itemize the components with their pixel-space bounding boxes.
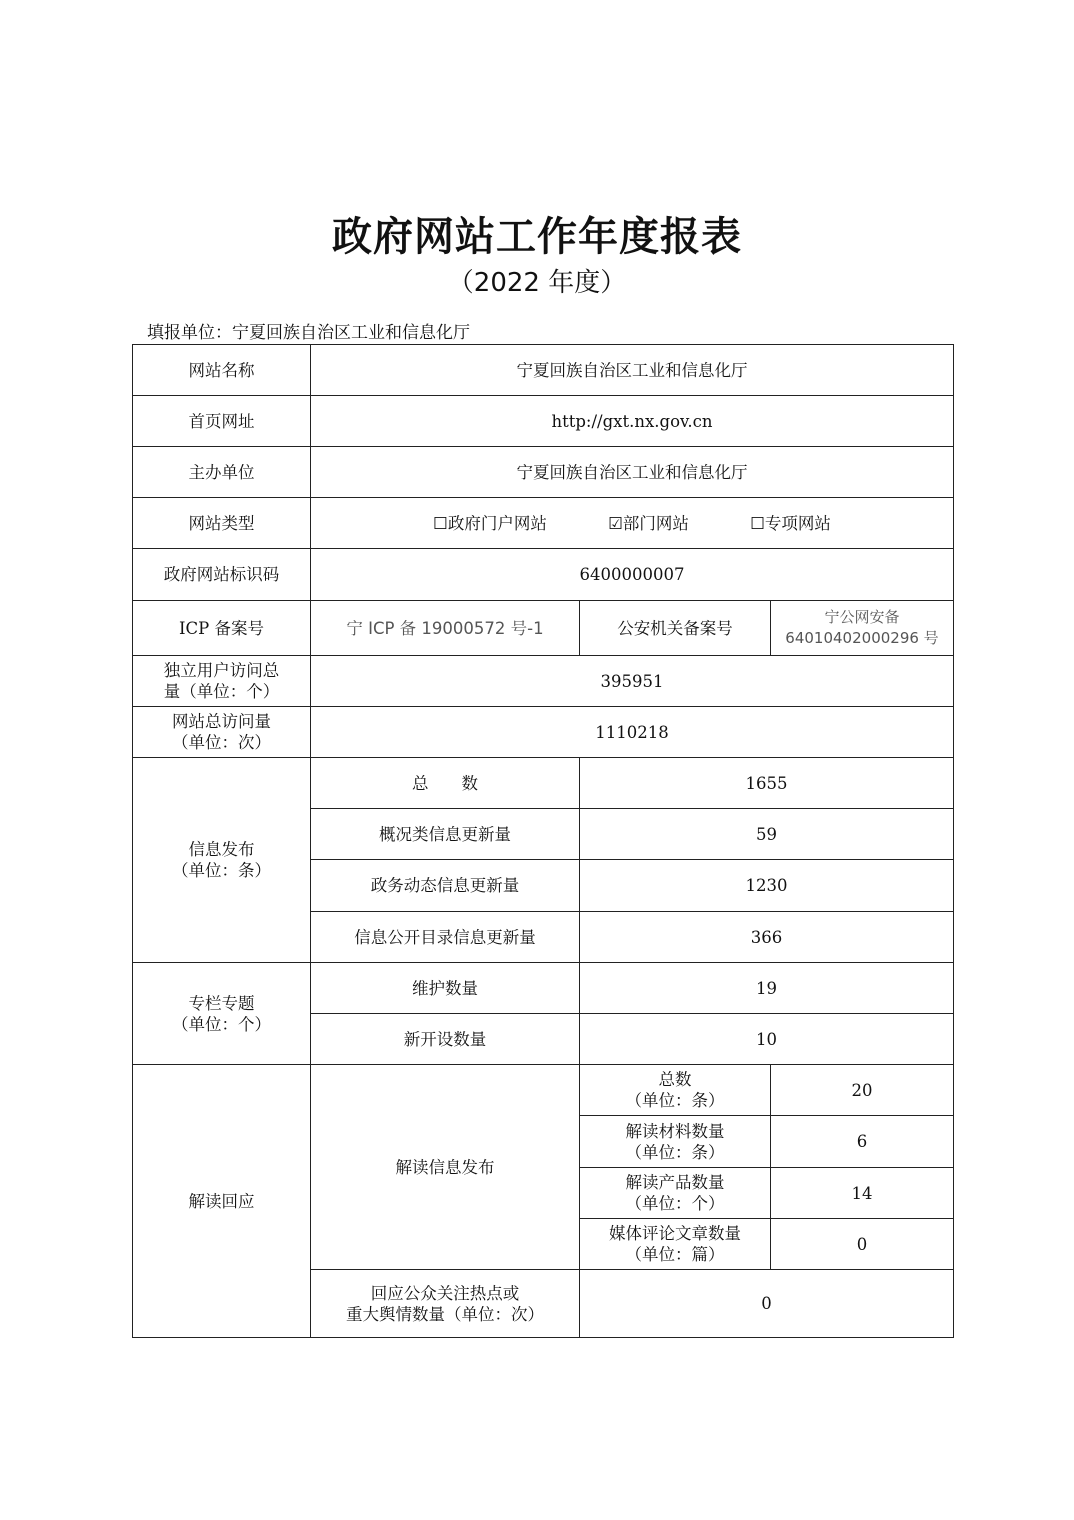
- gov-news-update-value: 1230: [580, 860, 954, 912]
- response-label-line2: 重大舆情数量（单位：次）: [346, 1304, 544, 1324]
- disclosure-update-label: 信息公开目录信息更新量: [311, 912, 580, 963]
- interp-product-label: [580, 1168, 771, 1219]
- option-portal-site: ☐政府门户网站: [433, 513, 547, 533]
- interp-product-label-line2: （单位：个）: [625, 1194, 725, 1213]
- unique-visitors-value: 395951: [311, 656, 954, 707]
- site-code-label: 政府网站标识码: [133, 549, 311, 601]
- report-table: [132, 344, 954, 1338]
- info-total-value: 1655: [580, 758, 954, 809]
- response-label: [311, 1270, 580, 1338]
- total-visits-value: 1110218: [311, 707, 954, 758]
- interp-product-value: 14: [771, 1168, 954, 1219]
- new-count-value: 10: [580, 1014, 954, 1065]
- sponsor-label: 主办单位: [133, 447, 311, 498]
- interp-total-label-line2: （单位：条）: [625, 1091, 725, 1110]
- option-special-site: ☐专项网站: [750, 513, 831, 533]
- overview-update-label: 概况类信息更新量: [311, 809, 580, 860]
- gov-news-update-label: 政务动态信息更新量: [311, 860, 580, 912]
- row-unique-visitors: [133, 656, 954, 707]
- unique-visitors-label: [133, 656, 311, 707]
- maintained-count-label: 维护数量: [311, 963, 580, 1014]
- info-publish-label-line2: （单位：条）: [172, 861, 271, 880]
- homepage-label: 首页网址: [133, 396, 311, 447]
- row-icp: [133, 601, 954, 656]
- icp-value: 宁 ICP 备 19000572 号-1: [311, 601, 580, 656]
- row-site-code: [133, 549, 954, 601]
- interp-total-label: [580, 1065, 771, 1116]
- police-record-value: [771, 601, 954, 656]
- info-publish-label: [133, 758, 311, 963]
- police-record-label: 公安机关备案号: [580, 601, 771, 656]
- unique-visitors-label-line2: 量（单位：个）: [163, 682, 280, 701]
- site-name-label: 网站名称: [133, 345, 311, 396]
- option-department-site: ☑部门网站: [608, 513, 689, 533]
- columns-label-line2: （单位：个）: [172, 1014, 271, 1034]
- row-homepage: [133, 396, 954, 447]
- interp-total-value: 20: [771, 1065, 954, 1116]
- total-visits-label-line2: （单位：次）: [172, 733, 271, 752]
- police-record-value-line2: 64010402000296 号: [785, 629, 939, 647]
- interp-media-label-line2: （单位：篇）: [625, 1245, 725, 1264]
- response-value: 0: [580, 1270, 954, 1338]
- response-label-line1: 回应公众关注热点或: [370, 1283, 520, 1303]
- interp-material-label-line1: 解读材料数量: [625, 1121, 725, 1141]
- sponsor-value: 宁夏回族自治区工业和信息化厅: [311, 447, 954, 498]
- columns-label-line1: 专栏专题: [188, 993, 255, 1013]
- interp-product-label-line1: 解读产品数量: [625, 1173, 725, 1192]
- info-publish-row: [133, 758, 954, 809]
- site-code-value: 6400000007: [311, 549, 954, 601]
- info-publish-label-line1: 信息发布: [188, 840, 255, 859]
- interpretation-publish-label: 解读信息发布: [311, 1065, 580, 1270]
- police-record-value-line1: 宁公网安备: [824, 608, 900, 626]
- overview-update-value: 59: [580, 809, 954, 860]
- interp-material-label: [580, 1116, 771, 1168]
- interp-media-label: [580, 1219, 771, 1270]
- info-total-label: 总 数: [311, 758, 580, 809]
- unique-visitors-label-line1: 独立用户访问总: [163, 661, 280, 680]
- new-count-label: 新开设数量: [311, 1014, 580, 1065]
- disclosure-update-value: 366: [580, 912, 954, 963]
- site-type-options: [311, 498, 954, 549]
- maintained-count-value: 19: [580, 963, 954, 1014]
- site-type-label: 网站类型: [133, 498, 311, 549]
- columns-label: [133, 963, 311, 1065]
- site-name-value: 宁夏回族自治区工业和信息化厅: [311, 345, 954, 396]
- row-site-type: [133, 498, 954, 549]
- row-sponsor: [133, 447, 954, 498]
- page-title: 政府网站工作年度报表: [332, 214, 742, 260]
- total-visits-label: [133, 707, 311, 758]
- columns-row: [133, 963, 954, 1014]
- row-total-visits: [133, 707, 954, 758]
- interpretation-row: [133, 1065, 954, 1116]
- interp-material-value: 6: [771, 1116, 954, 1168]
- interp-total-label-line1: 总数: [658, 1070, 692, 1089]
- row-site-name: [133, 345, 954, 396]
- icp-label: ICP 备案号: [133, 601, 311, 656]
- total-visits-label-line1: 网站总访问量: [172, 712, 271, 731]
- interp-media-label-line1: 媒体评论文章数量: [609, 1224, 741, 1243]
- filler-unit: 填报单位：宁夏回族自治区工业和信息化厅: [147, 323, 470, 343]
- interp-media-value: 0: [771, 1219, 954, 1270]
- interpretation-label: 解读回应: [133, 1065, 311, 1338]
- interp-material-label-line2: （单位：条）: [625, 1142, 725, 1162]
- homepage-value: http://gxt.nx.gov.cn: [311, 396, 954, 447]
- page-subtitle: （2022 年度）: [447, 268, 627, 298]
